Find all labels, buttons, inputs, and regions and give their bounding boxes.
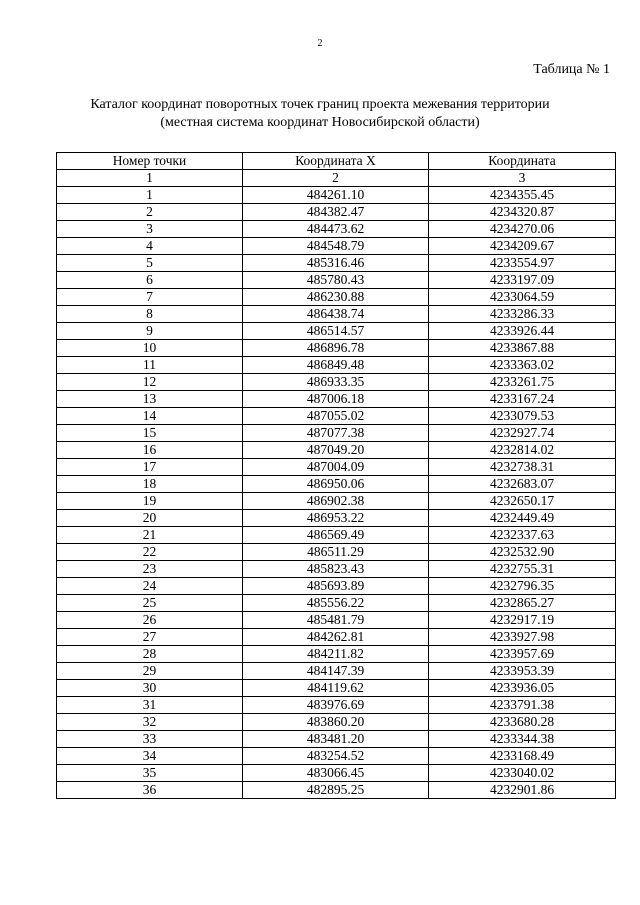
cell-coordinate-x: 484262.81 — [243, 629, 429, 646]
cell-coordinate-x: 486230.88 — [243, 289, 429, 306]
cell-coordinate-x: 486933.35 — [243, 374, 429, 391]
cell-point-number: 28 — [57, 646, 243, 663]
cell-point-number: 35 — [57, 765, 243, 782]
cell-point-number: 3 — [57, 221, 243, 238]
cell-coordinate-x: 485481.79 — [243, 612, 429, 629]
header-coordinate-y: Координата — [429, 153, 616, 170]
table-row — [57, 238, 616, 255]
table-row — [57, 391, 616, 408]
cell-coordinate-x: 486950.06 — [243, 476, 429, 493]
table-row — [57, 272, 616, 289]
cell-coordinate-x: 482895.25 — [243, 782, 429, 799]
cell-coordinate-x: 485556.22 — [243, 595, 429, 612]
table-row — [57, 646, 616, 663]
table-row — [57, 323, 616, 340]
cell-point-number: 1 — [57, 187, 243, 204]
cell-coordinate-x: 486514.57 — [243, 323, 429, 340]
cell-point-number: 27 — [57, 629, 243, 646]
cell-point-number: 4 — [57, 238, 243, 255]
table-label: Таблица № 1 — [533, 62, 610, 77]
cell-coordinate-y: 4232755.31 — [429, 561, 616, 578]
cell-coordinate-y: 4232796.35 — [429, 578, 616, 595]
table-row — [57, 663, 616, 680]
cell-coordinate-y: 4232683.07 — [429, 476, 616, 493]
cell-point-number: 25 — [57, 595, 243, 612]
cell-point-number: 17 — [57, 459, 243, 476]
cell-coordinate-x: 485823.43 — [243, 561, 429, 578]
table-row — [57, 476, 616, 493]
cell-coordinate-y: 4233079.53 — [429, 408, 616, 425]
cell-point-number: 16 — [57, 442, 243, 459]
cell-coordinate-y: 4233791.38 — [429, 697, 616, 714]
cell-point-number: 7 — [57, 289, 243, 306]
cell-coordinate-x: 487006.18 — [243, 391, 429, 408]
cell-point-number: 26 — [57, 612, 243, 629]
cell-coordinate-x: 483254.52 — [243, 748, 429, 765]
cell-coordinate-x: 486902.38 — [243, 493, 429, 510]
column-number-2: 2 — [243, 170, 429, 187]
table-row — [57, 527, 616, 544]
cell-coordinate-y: 4232814.02 — [429, 442, 616, 459]
cell-coordinate-y: 4232449.49 — [429, 510, 616, 527]
cell-coordinate-x: 483481.20 — [243, 731, 429, 748]
cell-coordinate-x: 483860.20 — [243, 714, 429, 731]
header-coordinate-x: Координата X — [243, 153, 429, 170]
cell-coordinate-y: 4233064.59 — [429, 289, 616, 306]
cell-point-number: 36 — [57, 782, 243, 799]
cell-point-number: 6 — [57, 272, 243, 289]
cell-coordinate-y: 4233344.38 — [429, 731, 616, 748]
table-row — [57, 493, 616, 510]
cell-coordinate-y: 4232337.63 — [429, 527, 616, 544]
cell-coordinate-x: 484147.39 — [243, 663, 429, 680]
cell-coordinate-y: 4233197.09 — [429, 272, 616, 289]
cell-coordinate-y: 4233167.24 — [429, 391, 616, 408]
cell-coordinate-x: 484261.10 — [243, 187, 429, 204]
table-row — [57, 204, 616, 221]
cell-coordinate-y: 4233554.97 — [429, 255, 616, 272]
table-row — [57, 697, 616, 714]
cell-point-number: 21 — [57, 527, 243, 544]
cell-coordinate-y: 4232917.19 — [429, 612, 616, 629]
cell-coordinate-x: 486849.48 — [243, 357, 429, 374]
cell-coordinate-y: 4233867.88 — [429, 340, 616, 357]
table-row — [57, 357, 616, 374]
document-title-line-1: Каталог координат поворотных точек границ проекта межевания территории — [90, 97, 550, 112]
cell-point-number: 20 — [57, 510, 243, 527]
cell-point-number: 9 — [57, 323, 243, 340]
cell-point-number: 34 — [57, 748, 243, 765]
table-row — [57, 255, 616, 272]
table-row — [57, 765, 616, 782]
cell-coordinate-y: 4232532.90 — [429, 544, 616, 561]
cell-coordinate-y: 4233168.49 — [429, 748, 616, 765]
cell-coordinate-y: 4234209.67 — [429, 238, 616, 255]
table-body — [57, 187, 616, 799]
cell-coordinate-x: 487049.20 — [243, 442, 429, 459]
cell-point-number: 24 — [57, 578, 243, 595]
cell-coordinate-y: 4233936.05 — [429, 680, 616, 697]
table-row — [57, 731, 616, 748]
cell-coordinate-x: 484548.79 — [243, 238, 429, 255]
cell-coordinate-y: 4234320.87 — [429, 204, 616, 221]
table-row — [57, 340, 616, 357]
cell-coordinate-y: 4234355.45 — [429, 187, 616, 204]
table-row — [57, 561, 616, 578]
column-number-1: 1 — [57, 170, 243, 187]
cell-coordinate-x: 487077.38 — [243, 425, 429, 442]
cell-point-number: 13 — [57, 391, 243, 408]
cell-point-number: 12 — [57, 374, 243, 391]
cell-coordinate-x: 485316.46 — [243, 255, 429, 272]
cell-coordinate-x: 483066.45 — [243, 765, 429, 782]
cell-point-number: 19 — [57, 493, 243, 510]
cell-point-number: 14 — [57, 408, 243, 425]
header-point-number: Номер точки — [57, 153, 243, 170]
cell-coordinate-x: 487055.02 — [243, 408, 429, 425]
table-column-number-row — [57, 170, 616, 187]
cell-point-number: 22 — [57, 544, 243, 561]
cell-point-number: 18 — [57, 476, 243, 493]
table-header-row — [57, 153, 616, 170]
cell-coordinate-x: 484473.62 — [243, 221, 429, 238]
cell-coordinate-y: 4233926.44 — [429, 323, 616, 340]
table-row — [57, 544, 616, 561]
cell-coordinate-x: 487004.09 — [243, 459, 429, 476]
table-row — [57, 612, 616, 629]
cell-coordinate-x: 486569.49 — [243, 527, 429, 544]
cell-coordinate-x: 484382.47 — [243, 204, 429, 221]
cell-coordinate-x: 485693.89 — [243, 578, 429, 595]
table-row — [57, 578, 616, 595]
table-row — [57, 595, 616, 612]
cell-coordinate-x: 483976.69 — [243, 697, 429, 714]
cell-coordinate-y: 4232901.86 — [429, 782, 616, 799]
table-row — [57, 425, 616, 442]
cell-coordinate-y: 4233957.69 — [429, 646, 616, 663]
cell-coordinate-x: 486953.22 — [243, 510, 429, 527]
column-number-3: 3 — [429, 170, 616, 187]
document-title-line-2: (местная система координат Новосибирской области) — [160, 115, 480, 130]
cell-point-number: 32 — [57, 714, 243, 731]
cell-point-number: 33 — [57, 731, 243, 748]
cell-point-number: 30 — [57, 680, 243, 697]
cell-coordinate-y: 4233261.75 — [429, 374, 616, 391]
cell-coordinate-y: 4233953.39 — [429, 663, 616, 680]
table-row — [57, 187, 616, 204]
cell-coordinate-y: 4232927.74 — [429, 425, 616, 442]
cell-coordinate-y: 4232738.31 — [429, 459, 616, 476]
cell-point-number: 31 — [57, 697, 243, 714]
cell-coordinate-y: 4234270.06 — [429, 221, 616, 238]
cell-coordinate-y: 4232650.17 — [429, 493, 616, 510]
table-row — [57, 221, 616, 238]
cell-point-number: 15 — [57, 425, 243, 442]
table-row — [57, 442, 616, 459]
cell-coordinate-y: 4233040.02 — [429, 765, 616, 782]
table-row — [57, 714, 616, 731]
cell-coordinate-x: 484119.62 — [243, 680, 429, 697]
cell-point-number: 29 — [57, 663, 243, 680]
cell-point-number: 8 — [57, 306, 243, 323]
table-row — [57, 306, 616, 323]
cell-coordinate-y: 4233286.33 — [429, 306, 616, 323]
table-row — [57, 459, 616, 476]
cell-point-number: 10 — [57, 340, 243, 357]
cell-coordinate-x: 484211.82 — [243, 646, 429, 663]
cell-coordinate-y: 4232865.27 — [429, 595, 616, 612]
cell-point-number: 23 — [57, 561, 243, 578]
cell-coordinate-y: 4233363.02 — [429, 357, 616, 374]
table-row — [57, 408, 616, 425]
cell-point-number: 11 — [57, 357, 243, 374]
cell-coordinate-x: 485780.43 — [243, 272, 429, 289]
table-row — [57, 374, 616, 391]
table-row — [57, 289, 616, 306]
coordinates-table — [56, 152, 616, 799]
cell-coordinate-y: 4233927.98 — [429, 629, 616, 646]
cell-coordinate-x: 486438.74 — [243, 306, 429, 323]
cell-point-number: 2 — [57, 204, 243, 221]
cell-point-number: 5 — [57, 255, 243, 272]
document-title — [0, 96, 640, 132]
page-number: 2 — [317, 38, 323, 49]
table-row — [57, 782, 616, 799]
table-row — [57, 629, 616, 646]
cell-coordinate-x: 486511.29 — [243, 544, 429, 561]
table-row — [57, 510, 616, 527]
cell-coordinate-y: 4233680.28 — [429, 714, 616, 731]
table-row — [57, 748, 616, 765]
table-row — [57, 680, 616, 697]
cell-coordinate-x: 486896.78 — [243, 340, 429, 357]
